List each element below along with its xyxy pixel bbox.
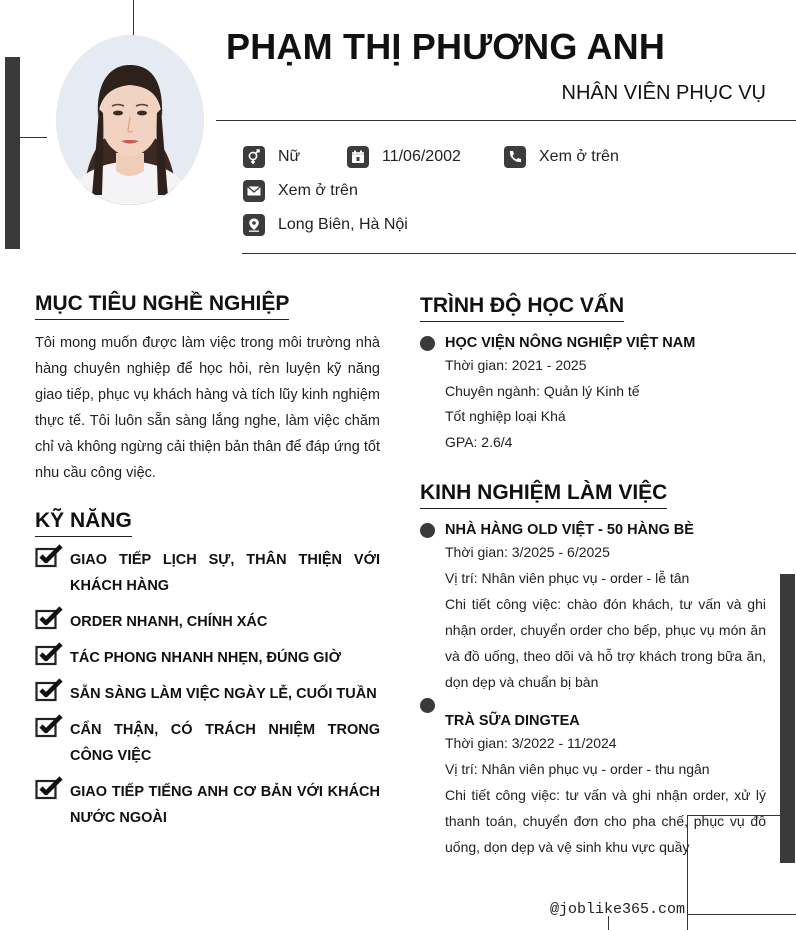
email-item [243,180,358,202]
skill-item [35,547,380,599]
experience-section [420,481,667,509]
bullet-dot [420,698,435,713]
job-time: Thời gian: 3/2025 - 6/2025 [445,544,610,560]
job-details: Chi tiết công việc: tư vấn và ghi nhận order, xử lý thanh toán, chuyển đơn cho pha chế, phục vụ đồ uống, dọn dẹp và vệ sinh khu vực quầy [445,787,766,855]
objective-text: Tôi mong muốn được làm việc trong môi trường nhà hàng chuyên nghiệp để học hỏi, rèn luyện kỹ năng giao tiếp, phục vụ khách hàng và tích lũy kinh nghiệm thực tế. Tôi luôn sẵn sàng lắng nghe, làm việc chăm chỉ và không ngừng cải thiện bản thân để đáp ứng tốt nhu cầu công việc. [35,335,380,481]
gender-icon [243,146,265,168]
checkbox-check-icon [35,678,63,702]
education-entry [420,333,766,455]
skill-item [35,609,380,635]
checkbox-check-icon [35,544,63,568]
phone-value[interactable]: Xem ở trên [539,148,619,165]
school-name: HỌC VIỆN NÔNG NGHIỆP VIỆT NAM [445,335,696,351]
job-entry [420,520,766,695]
right-accent-bar [780,574,795,863]
education-gpa: GPA: 2.6/4 [445,433,513,450]
company-name: TRÀ SỮA DINGTEA [445,713,580,729]
calendar-icon [347,146,369,168]
bullet-dot [420,336,435,351]
decor-line [608,916,609,930]
skills-heading: KỸ NĂNG [35,509,132,537]
job-position: Vị trí: Nhân viên phục vụ - order - thu ngân [445,760,710,777]
job-details: Chi tiết công việc: chào đón khách, tư vấn và ghi nhận order, chuyển order cho bếp, phục vụ món ăn và đồ uống, theo dõi và hỗ trợ khách trong bữa ăn, dọn dẹp và chuẩn bị bàn [445,596,766,690]
checkbox-check-icon [35,642,63,666]
bullet-dot [420,523,435,538]
skill-label: GIAO TIẾP TIẾNG ANH CƠ BẢN VỚI KHÁCH NƯỚC NGOÀI [70,784,380,826]
decor-line [687,914,796,915]
experience-heading: KINH NGHIỆM LÀM VIỆC [420,481,667,509]
checkbox-check-icon [35,606,63,630]
birthdate-value: 11/06/2002 [382,148,461,165]
skill-label: GIAO TIẾP LỊCH SỰ, THÂN THIỆN VỚI KHÁCH HÀNG [70,552,380,594]
company-name: NHÀ HÀNG OLD VIỆT - 50 HÀNG BÈ [445,522,694,538]
objective-section [35,292,289,320]
checkbox-check-icon [35,714,63,738]
mail-icon [243,180,265,202]
job-position: Vị trí: Nhân viên phục vụ - order - lễ tân [445,569,690,586]
skill-label: CẨN THẬN, CÓ TRÁCH NHIỆM TRONG CÔNG VIỆC [70,722,380,764]
left-accent-bar [5,57,20,249]
location-pin-icon [243,214,265,236]
skill-item [35,645,380,671]
education-section [420,294,624,322]
skill-label: ORDER NHANH, CHÍNH XÁC [70,614,268,630]
decor-line [20,137,47,138]
birthdate-item [347,146,461,168]
skill-item [35,779,380,831]
checkbox-check-icon [35,776,63,800]
email-value[interactable]: Xem ở trên [278,182,358,199]
education-major: Chuyên ngành: Quản lý Kinh tế [445,382,640,399]
watermark-text: @joblike365.com [550,901,686,918]
skill-item [35,681,380,707]
phone-item [504,146,619,168]
education-grade: Tốt nghiệp loại Khá [445,408,566,424]
contact-divider [242,253,796,254]
profile-photo [56,35,204,205]
job-entry [420,698,766,860]
gender-value: Nữ [278,148,301,165]
skill-label: TÁC PHONG NHANH NHẸN, ĐÚNG GIỜ [70,650,341,666]
address-item [243,214,408,236]
education-heading: TRÌNH ĐỘ HỌC VẤN [420,294,624,322]
job-title: NHÂN VIÊN PHỤC VỤ [561,82,766,104]
candidate-name: PHẠM THỊ PHƯƠNG ANH [226,26,666,67]
skills-section [35,509,132,537]
objective-heading: MỤC TIÊU NGHỀ NGHIỆP [35,292,289,320]
phone-icon [504,146,526,168]
education-time: Thời gian: 2021 - 2025 [445,357,587,373]
gender-item [243,146,300,168]
decor-line [133,0,134,36]
address-value: Long Biên, Hà Nội [278,216,408,233]
skill-item [35,717,380,769]
header-divider [216,120,796,121]
job-time: Thời gian: 3/2022 - 11/2024 [445,735,617,751]
skill-label: SẴN SÀNG LÀM VIỆC NGÀY LỄ, CUỐI TUẦN [70,686,377,702]
